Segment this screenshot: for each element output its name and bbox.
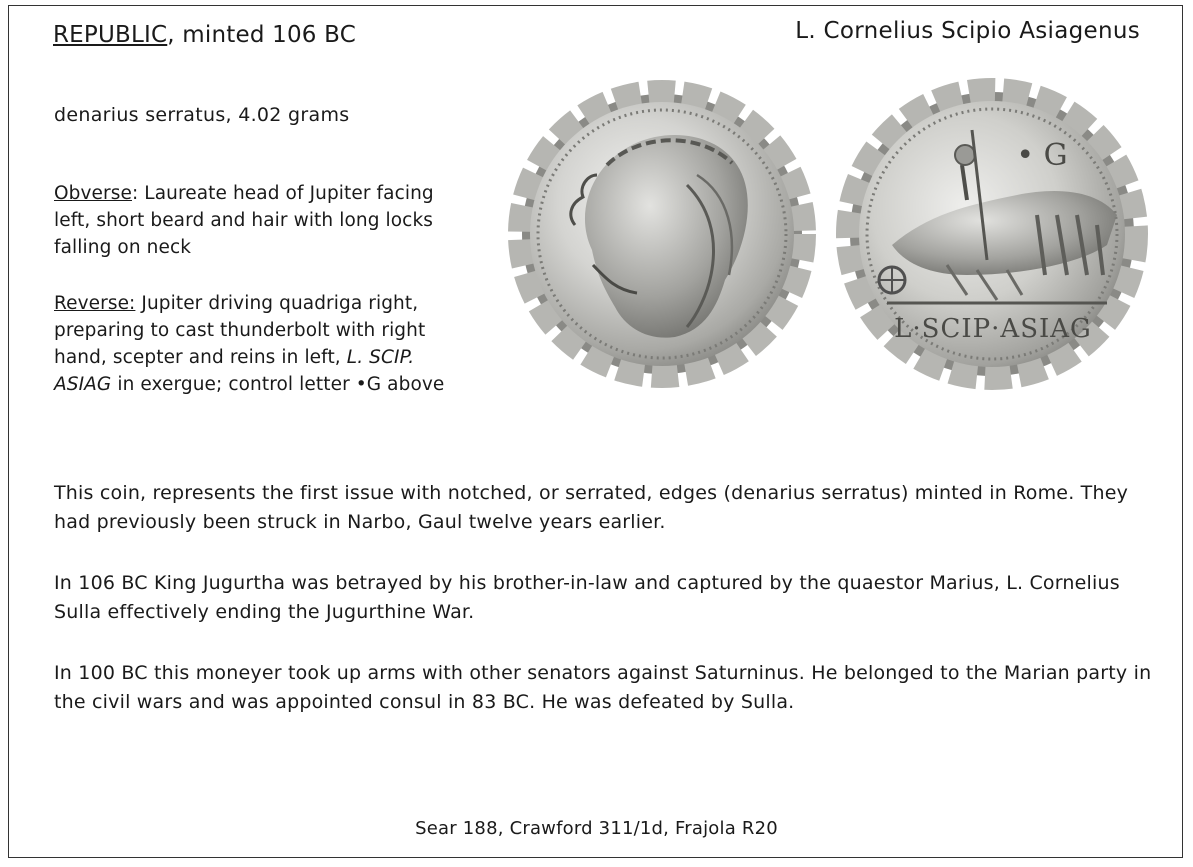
reverse-text-end: in exergue; control letter •G above — [111, 374, 445, 395]
reverse-label: Reverse: — [54, 293, 136, 314]
obverse-description — [54, 180, 474, 261]
reverse-description — [54, 290, 474, 398]
history-paragraph-1: This coin, represents the first issue with notched, or serrated, edges (denarius serratus) minted in Rome. They had previously been struck in Narbo, Gaul twelve years earlier. — [54, 482, 1129, 533]
control-mark: • G — [1016, 138, 1068, 173]
catalog-references: Sear 188, Crawford 311/1d, Frajola R20 — [415, 818, 778, 839]
obverse-coin-image — [522, 94, 802, 374]
obverse-label: Obverse — [54, 183, 132, 204]
reverse-legend: L. SCIP. ASIAG — [54, 347, 415, 395]
reverse-coin-legend: L·SCIP·ASIAG — [894, 314, 1092, 344]
history-paragraph-2: In 106 BC King Jugurtha was betrayed by his brother-in-law and captured by the quaestor Marius, L. Cornelius Sulla effectively ending the Jugurthine War. — [54, 572, 1120, 623]
minted-date: , minted 106 BC — [167, 22, 356, 48]
reverse-coin-image — [850, 92, 1134, 376]
history-paragraph-3: In 100 BC this moneyer took up arms with other senators against Saturninus. He belonged to the Marian party in the civil wars and was appointed consul in 83 BC. He was defeated by Sulla. — [54, 662, 1152, 713]
page-title — [53, 22, 356, 48]
moneyer-name: L. Cornelius Scipio Asiagenus — [795, 18, 1140, 44]
obverse-text: : Laureate head of Jupiter facing left, short beard and hair with long locks falling on neck — [54, 183, 434, 258]
denomination: denarius serratus, 4.02 grams — [54, 104, 350, 126]
coin-photos — [497, 75, 1159, 393]
era-label: REPUBLIC — [53, 22, 168, 48]
reverse-text: Jupiter driving quadriga right, preparing to cast thunderbolt with right hand, scepter and reins in left, — [54, 293, 426, 368]
